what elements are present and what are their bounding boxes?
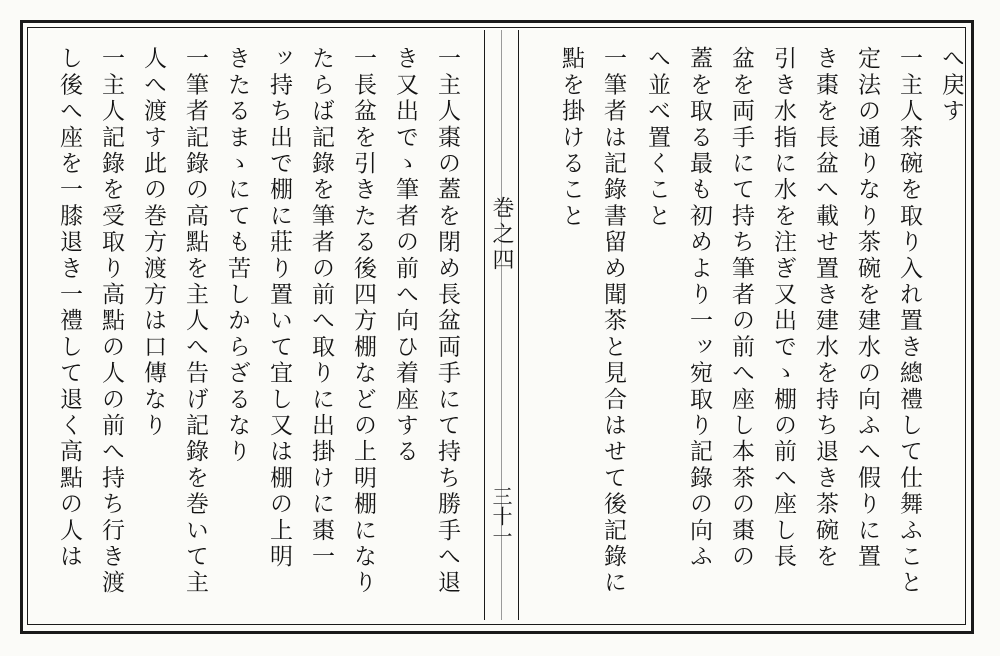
right-page-column-4: き棗を長盆へ載せ置き建水を持ち退き茶碗を [812, 46, 838, 570]
left-page-column-2: き又出でゝ筆者の前へ向ひ着座する [392, 46, 418, 466]
right-page-column-3: 定法の通りなり茶碗を建水の向ふへ假りに置 [854, 46, 880, 570]
left-page-column-3: 一長盆を引きたる後四方棚などの上明棚になり [350, 46, 376, 597]
right-page-column-8: へ並べ置くこと [644, 46, 670, 230]
right-page-column-6: 盆を両手にて持ち筆者の前へ座し本茶の棗の [728, 46, 754, 570]
page-number: 三十一 [489, 486, 513, 546]
gutter-rule-left [484, 30, 485, 620]
right-page-column-5: 引き水指に水を注ぎ又出でゝ棚の前へ座し長 [770, 46, 796, 570]
right-page-column-9: 一筆者は記錄書留め聞茶と見合はせて後記錄に [600, 46, 626, 597]
left-page-column-8: 人へ渡す此の巻方渡方は口傳なり [140, 46, 166, 439]
left-page-column-4: たらば記錄を筆者の前へ取りに出掛けに棗一 [308, 46, 334, 570]
left-page-column-6: きたるまゝにても苦しからざるなり [224, 46, 250, 466]
left-page-column-10: し後へ座を一膝退き一禮して退く高點の人は [56, 46, 82, 570]
gutter-rule-right [518, 30, 519, 620]
right-page-column-1: へ戻す [938, 46, 964, 125]
right-page-column-7: 蓋を取る最も初めより一ッ宛取り記錄の向ふ [686, 46, 712, 570]
right-page-column-2: 一主人茶碗を取り入れ置き總禮して仕舞ふこと [896, 46, 922, 597]
left-page-column-9: 一主人記錄を受取り高點の人の前へ持ち行き渡 [98, 46, 124, 597]
left-page-column-5: ッ持ち出で棚に莊り置いて宜し又は棚の上明 [266, 46, 292, 570]
volume-label: 巻之四 [489, 196, 514, 274]
left-page-column-1: 一主人棗の蓋を閉め長盆両手にて持ち勝手へ退 [434, 46, 460, 597]
right-page-column-10: 點を掛けること [558, 46, 584, 230]
left-page-column-7: 一筆者記錄の高點を主人へ告げ記錄を巻いて主 [182, 46, 208, 597]
